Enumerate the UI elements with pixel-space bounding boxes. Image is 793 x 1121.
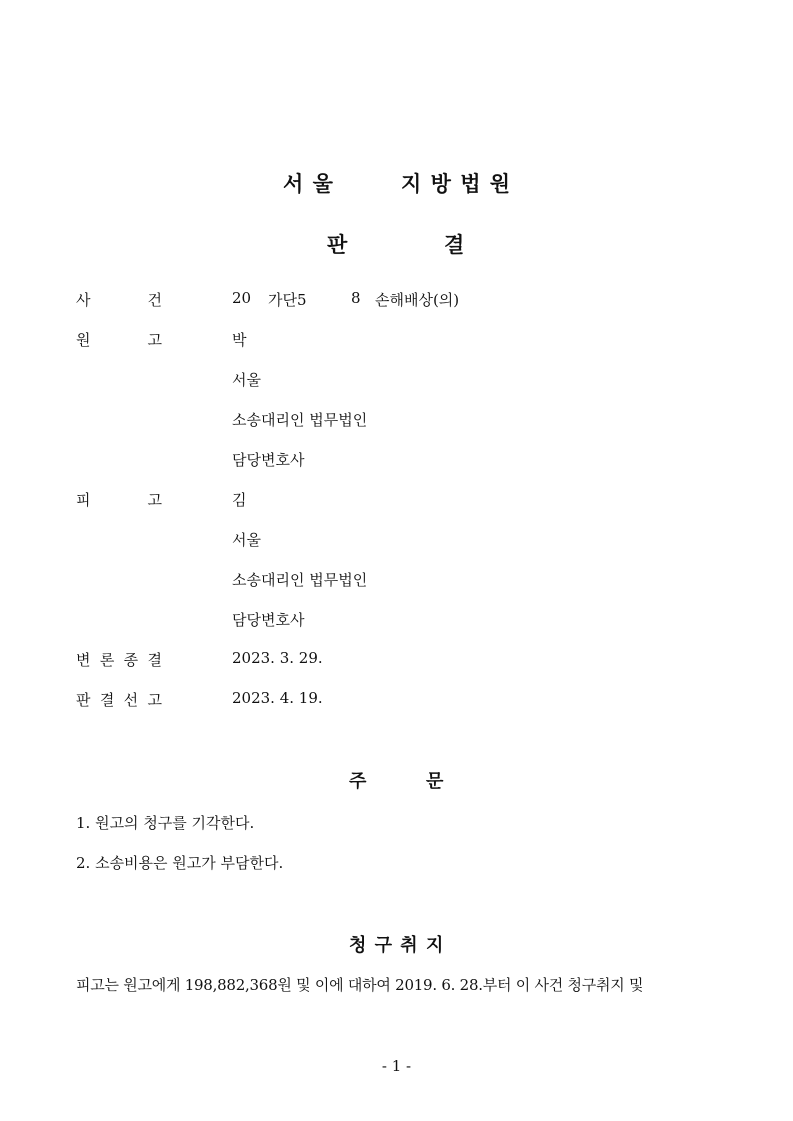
plaintiff-counsel: 소송대리인 법무법인	[232, 411, 368, 429]
sentence-label-char: 판	[76, 691, 91, 709]
case-year: 20	[232, 289, 252, 307]
sentence-label-char: 고	[147, 691, 162, 709]
plaintiff-attorney: 담당변호사	[232, 451, 305, 469]
order-item: 1. 원고의 청구를 기각한다.	[76, 814, 255, 832]
case-number-suffix: 8	[351, 289, 361, 307]
order-heading-char1: 주	[349, 771, 367, 792]
judgment-title-char1: 판	[327, 233, 349, 257]
court-name-part1: 서 울	[283, 172, 334, 196]
closing-label-char: 변	[76, 651, 91, 669]
defendant-counsel: 소송대리인 법무법인	[232, 571, 368, 589]
defendant-label-char: 피	[76, 491, 91, 509]
plaintiff-label	[76, 329, 162, 350]
defendant-label-char: 고	[147, 491, 162, 509]
plaintiff-label-char: 원	[76, 331, 91, 349]
court-name-part2: 지 방 법 원	[401, 172, 512, 196]
case-label-char: 건	[147, 291, 162, 309]
defendant-address: 서울	[232, 531, 261, 549]
closing-date: 2023. 3. 29.	[232, 649, 323, 667]
closing-label-char: 결	[147, 651, 162, 669]
order-item: 2. 소송비용은 원고가 부담한다.	[76, 854, 284, 872]
order-heading-char2: 문	[426, 771, 444, 792]
closing-label-char: 론	[99, 651, 115, 669]
sentence-date: 2023. 4. 19.	[232, 689, 323, 707]
closing-label-char: 종	[123, 651, 139, 669]
case-label-char: 사	[76, 291, 91, 309]
case-label	[76, 289, 162, 310]
defendant-name: 김	[232, 491, 247, 509]
claim-text: 피고는 원고에게 198,882,368원 및 이에 대하여 2019. 6. 28.부터 이 사건 청구취지 및	[76, 976, 644, 994]
plaintiff-label-char: 고	[147, 331, 162, 349]
defendant-attorney: 담당변호사	[232, 611, 305, 629]
judgment-title-char2: 결	[444, 233, 466, 257]
plaintiff-name: 박	[232, 331, 247, 349]
case-number-prefix: 가단5	[268, 291, 307, 309]
page-number: - 1 -	[381, 1057, 412, 1075]
case-type: 손해배상(의)	[375, 291, 460, 309]
claim-heading: 청 구 취 지	[349, 935, 445, 956]
defendant-label	[76, 489, 162, 510]
sentence-label-char: 결	[99, 691, 115, 709]
sentence-label-char: 선	[123, 691, 139, 709]
plaintiff-address: 서울	[232, 371, 261, 389]
sentence-label	[76, 689, 162, 710]
closing-label	[76, 649, 162, 670]
